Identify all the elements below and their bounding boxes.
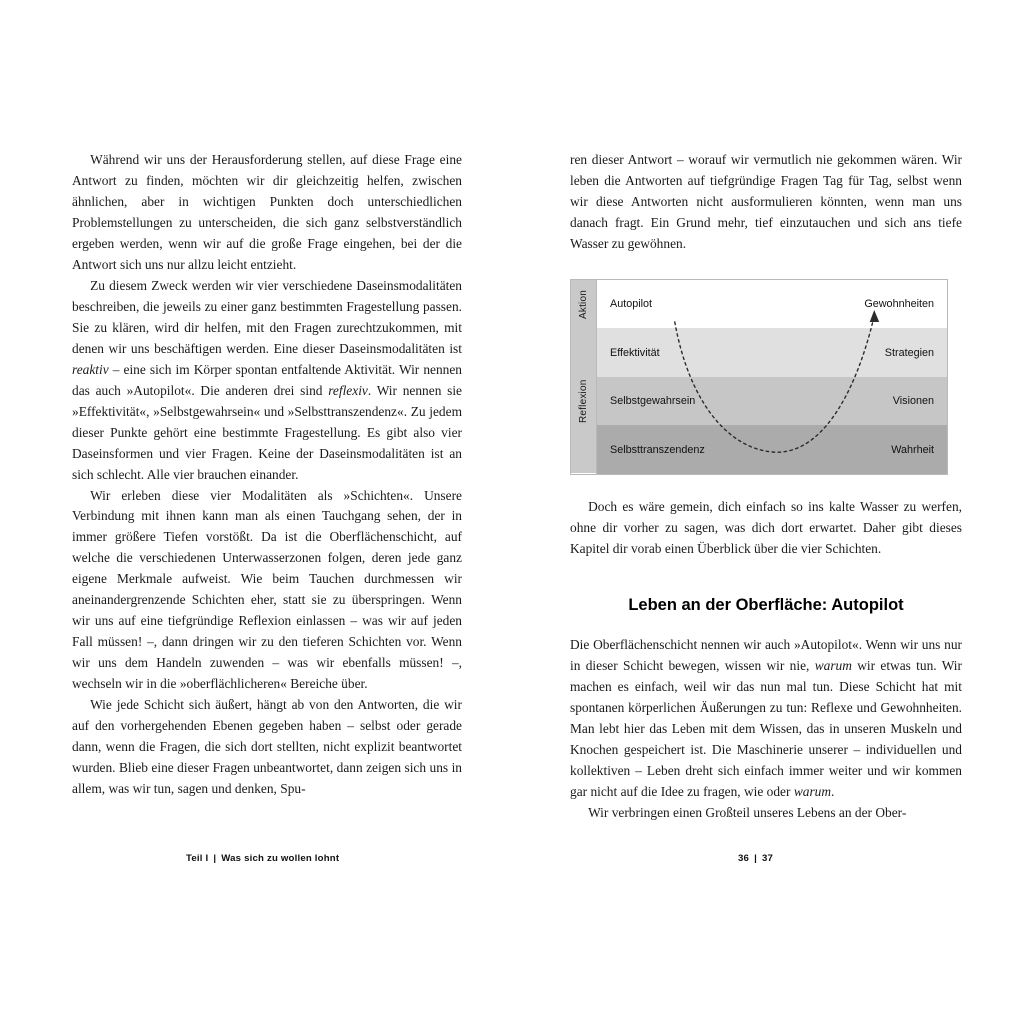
paragraph: Wie jede Schicht sich äußert, hängt ab von den Antworten, die wir auf den vorhergehenden Ebenen gegeben haben – selbst oder gerade dann, wenn die Fragen, die sich dort stellten, nicht explizit beantwortet wurden. Blieb eine dieser Fragen unbeantwortet, dann zeigen sich uns in allem, was wir tun, sagen und denken, Spu-	[72, 697, 462, 797]
row-left-label: Selbstgewahrsein	[610, 395, 696, 408]
sidebar-label-reflexion: Reflexion	[571, 329, 596, 474]
page-number-left: 36	[738, 853, 750, 864]
footer-part: Teil I	[186, 853, 209, 864]
footer-separator: |	[754, 853, 757, 864]
paragraph: Die Oberflächenschicht nennen wir auch »Autopilot«. Wenn wir uns nur in dieser Schicht bewegen, wissen wir nie, warum wir etwas tun. Wir machen es einfach, weil wir das nun mal tun. Diese Schicht hat mit spontanen körperlichen Äußerungen zu tun: Reflexe und Gewohnheiten. Man lebt hier das Leben mit dem Wissen, das in unseren Muskeln und Knochen gespeichert ist. Die Maschinerie unserer – individuellen und kollektiven – Leben dreht sich einfach immer weiter und wir kommen gar nicht auf die Idee zu fragen, wie oder warum.	[570, 636, 962, 799]
row-left-label: Effektivität	[610, 346, 660, 359]
row-right-label: Gewohnheiten	[864, 298, 934, 311]
layers-diagram	[570, 279, 948, 475]
diagram-row	[597, 328, 947, 377]
paragraph: Wir verbringen einen Großteil unseres Lebens an der Ober-	[588, 804, 907, 820]
paragraph: Doch es wäre gemein, dich einfach so ins kalte Wasser zu werfen, ohne dir vorher zu sagen, was dich dort erwartet. Daher gibt dieses Kapitel dir vorab einen Überblick über die vier Schichten.	[570, 498, 962, 556]
footer-left	[186, 853, 339, 864]
section-heading: Leben an der Oberfläche: Autopilot	[628, 595, 904, 614]
row-right-label: Visionen	[892, 395, 934, 408]
row-right-label: Strategien	[884, 346, 934, 359]
footer-title: Was sich zu wollen lohnt	[221, 853, 340, 864]
footer-right	[738, 853, 773, 864]
page-number-right: 37	[761, 853, 774, 864]
footer-separator: |	[213, 853, 217, 864]
row-left-label: Autopilot	[610, 298, 653, 311]
paragraph: Während wir uns der Herausforderung stellen, auf diese Frage eine Antwort zu finden, möchten wir dir gleichzeitig helfen, zwischen ähnlichen, aber in wichtigen Punkten doch unterschiedlichen Problemstellungen zu unterscheiden, die sich ganz selbstverständlich ergeben werden, wenn wir auf die große Frage eingehen, bei der die Antwort sich uns nur allzu leicht entzieht.	[72, 152, 462, 272]
diagram-rows	[597, 280, 947, 474]
paragraph: Wir erleben diese vier Modalitäten als »Schichten«. Unsere Verbindung mit ihnen kann man als einen Tauchgang sehen, der in immer größere Tiefen vorstößt. Da ist die Oberflächenschicht, auf welche die verschiedenen Unterwasserzonen folgen, deren jede ganz eigene Merkmale aufweist. Wie beim Tauchen durchmessen wir aneinandergrenzende Schichten eher, statt sie zu überspringen. Wenn wir uns auf eine tiefgründige Reflexion einlassen – was wir auf jeden Fall müssen! –, dann dringen wir zu den tieferen Schichten vor. Wenn wir uns dem Handeln zuwenden – was wir ebenfalls müssen! –, wechseln wir in die »oberflächlicheren« Bereiche über.	[72, 487, 462, 692]
diagram-row	[597, 425, 947, 474]
right-page	[570, 150, 962, 823]
diagram-row	[597, 377, 947, 426]
row-right-label: Wahrheit	[891, 443, 934, 456]
sidebar-label-aktion: Aktion	[578, 289, 589, 319]
left-page	[72, 150, 462, 800]
diagram-sidebar	[571, 280, 597, 474]
row-left-label: Selbsttranszendenz	[610, 443, 705, 456]
diagram-row	[597, 280, 947, 329]
paragraph: Zu diesem Zweck werden wir vier verschiedene Daseinsmodalitäten beschreiben, die jeweils zu einer ganz bestimmten Fragestellung passen. Sie zu klären, wird dir helfen, mit den Fragen zurechtzukommen, mit denen wir uns beschäftigen werden. Eine dieser Daseinsmodalitäten ist reaktiv – eine sich im Körper spontan entfaltende Aktivität. Wir nennen das auch »Autopilot«. Die anderen drei sind reflexiv. Wir nennen sie »Effektivität«, »Selbstgewahrsein« und »Selbsttranszendenz«. Zu jedem dieser Punkte gehört eine bestimmte Fragestellung. Es gibt also vier Daseinsformen und vier Fragen. Keine der Daseinsmodalitäten ist an sich schlecht. Alle vier brauchen einander.	[72, 277, 462, 482]
paragraph: ren dieser Antwort – worauf wir vermutlich nie gekommen wären. Wir leben die Antworten auf tiefgründige Fragen Tag für Tag, selbst wenn wir diese Antworten nicht ausformulieren könnten, wenn man uns danach fragt. Ein Grund mehr, tief einzutauchen und sich ans tiefe Wasser zu gewöhnen.	[570, 152, 962, 251]
